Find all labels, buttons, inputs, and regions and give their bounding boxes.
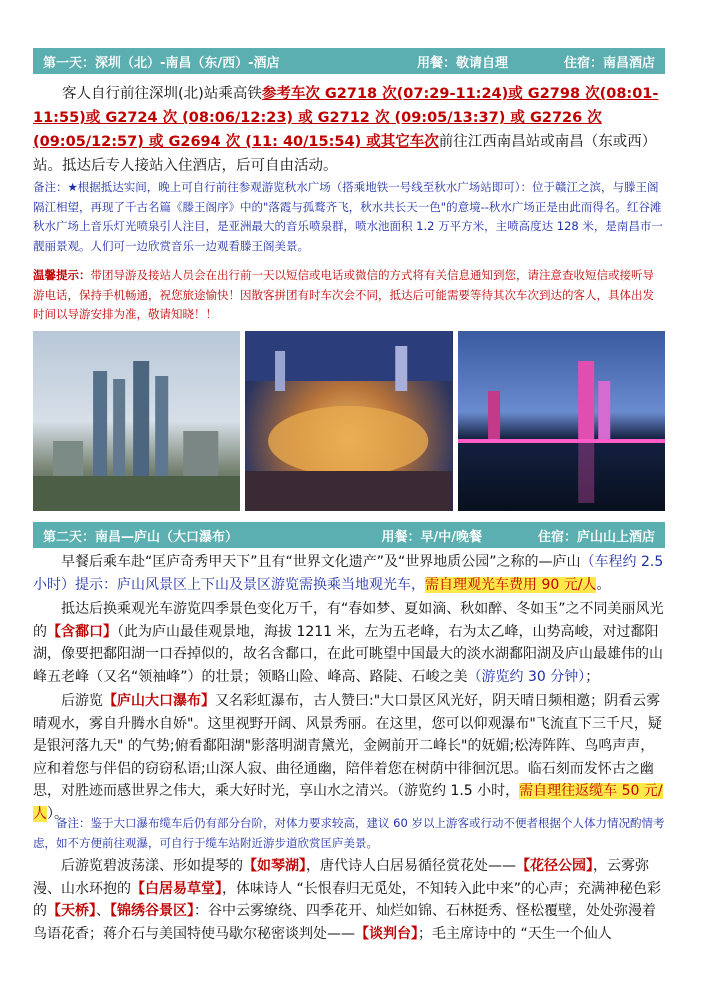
day1-note: 备注：★根据抵达实间，晚上可自行前往参观游览秋水广场（搭乘地铁一号线至秋水广场站即可）：位于赣江之滨，与滕王阁隔江相望，再现了千古名篇《滕王阁序》中的"落霞与孤鹜齐飞，秋水共长天一色"的意境--秋水广场正是由此而得名。红谷滩秋水广场上音乐灯光喷泉引人注目，是亚洲最大的音乐喷泉群，喷水池面积 1.2 万平方米，主喷高度达 128 米，是南昌市一靓丽景观。人们可一边欣赏音乐一边观看滕王阁美景。 <box>33 180 663 253</box>
day2-p4-text-a: 后游览碧波荡漾、形如提琴的 <box>61 858 243 874</box>
day2-p3-text-a: 后游览 <box>61 693 103 709</box>
day1-p1-text-b: 前往江西南昌站或南昌（东或西）站。抵达后专人接站入住酒店，后可自由活动。 <box>33 134 657 174</box>
day2-p4-text-g: ；毛主席诗中的 “天生一个仙人 <box>418 925 612 942</box>
day1-meal: 用餐：敬请自理 <box>416 55 508 71</box>
day2-spot-tianqiao: 【天桥】 <box>47 903 96 919</box>
day1-p1-text-a: 客人自行前往深圳(北)站乘高铁 <box>62 86 262 102</box>
day2-p1-text: 早餐后乘车赴“匡庐奇秀甲天下”且有“世界文化遗产”及“世界地质公园”之称的—庐山 <box>61 554 581 570</box>
day2-spot-jinxiu-valley: 【锦绣谷景区】 <box>110 903 194 919</box>
day2-stay: 住宿：庐山山上酒店 <box>537 529 655 545</box>
day2-p4-text-c: ，云雾弥漫、山水环抱的 <box>33 858 649 897</box>
city-towers-photo <box>33 331 240 511</box>
day1-train-options: 参考车次 G2718 次(07:29-11:24)或 G2798 次(08:01-11:55)或 G2724 次 (08:06/12:23) 或 G2712 次 (09:05/13:37) 或 G2726 次 (09:05/12:57) 或 G2694 次 (11: 40/15:54) 或其它车次 <box>33 86 659 150</box>
day2-p2-text-b: （此为庐山最佳观景地，海拔 1211 米，左为五老峰，右为太乙峰，山势高峻，对过鄱阳湖，像要把鄱阳湖一口吞掉似的，故名含鄱口，在此可眺望中国最大的淡水湖鄱阳湖及庐山最雄伟的山峰五老峰（又名“领袖峰”）的壮景；领略山险、峰高、路陡、石峻之美 <box>33 623 663 685</box>
day2-paragraph-2 <box>33 598 665 688</box>
day1-paragraph <box>33 82 665 178</box>
day2-p3-text-c: ）。 <box>47 805 68 822</box>
day2-spot-huajing-park: 【花径公园】 <box>516 858 593 874</box>
day2-p4-text-b: ，唐代诗人白居易循径赏花处—— <box>306 858 516 874</box>
day1-tip-text: 带团导游及接站人员会在出行前一天以短信或电话或微信的方式将有关信息通知到您，请注意查收短信或接听导游电话，保持手机畅通，祝您旅途愉快！因散客拼团有时车次会不同，抵达后可能需要等待其次车次到达的客人，具体出发时间以导游安排为准，敬请知晓！！ <box>33 268 654 321</box>
photo-strip <box>33 331 665 511</box>
day2-cable-car-fee: 需自理往返缆车 50 元/人 <box>33 783 663 822</box>
day2-paragraph-3 <box>33 690 665 825</box>
day2-note: 备注：鉴于大口瀑布缆车后仍有部分台阶，对体力要求较高，建议 60 岁以上游客或行动不便者根据个人体力情况酌情考虑，如不方便前往观瀑，可自行于缆车站附近游步道欣赏匡庐美景。 <box>33 816 665 850</box>
day2-spot-tanpantai: 【谈判台】 <box>355 925 418 942</box>
day2-spot-baijuyi-cottage: 【白居易草堂】 <box>131 880 222 897</box>
day2-header-bar <box>33 522 665 548</box>
day2-p4-text-d: ，体味诗人 “长恨春归无觅处，不知转入此中来”的心声；充满神秘色彩的 <box>33 880 661 919</box>
day2-p2-text-a: 抵达后换乘观光车游览四季景色变化万千，有“春如梦、夏如滴、秋如醉、冬如玉”之不同美丽风光的 <box>33 601 664 640</box>
day2-p3-text-b: 又名彩虹瀑布，古人赞曰:"大口景区风光好，阴天晴日频相邀；阴看云雾晴观水，雾自升腾水自娇"。这里视野开阔、风景秀丽。在这里，您可以仰观瀑布"飞流直下三千尺，疑是银河落九天" 的气势;俯看鄱阳湖"影落明湖青黛光，金阙前开二峰长"的妩媚;松涛阵阵、鸟鸣声声，应和着您与伴侣的窃窃私语;山深人寂、曲径通幽，陪伴着您在树荫中徘徊沉思。临石刻而发怀古之幽思，对胜迹而感世界之伟大，乘大好时光，享山水之清兴。（游览约 1.5 小时， <box>33 693 662 799</box>
day2-p4-text-f: ：谷中云雾缭绕、四季花开、灿烂如锦、石林挺秀、怪松覆壁，处处弥漫着鸟语花香；蒋介石与美国特使马歇尔秘密谈判处—— <box>33 903 656 942</box>
day2-paragraph-1 <box>33 551 665 596</box>
day2-p1-end: 。 <box>596 576 611 593</box>
day2-spot-dakou-waterfall: 【庐山大口瀑布】 <box>103 693 215 709</box>
day2-p4-text-e: 、 <box>96 903 110 919</box>
riverside-night-skyline-photo <box>458 331 665 511</box>
night-old-town-photo <box>245 331 452 511</box>
day2-spot-ruqin-lake: 【如琴湖】 <box>243 858 306 874</box>
day2-meal: 用餐：早/中/晚餐 <box>381 529 482 545</box>
day1-tip <box>33 266 665 325</box>
day1-stay: 住宿：南昌酒店 <box>563 55 655 71</box>
day2-shuttle-fee: 需自理观光车费用 90 元/人 <box>425 576 597 593</box>
day1-tip-label: 温馨提示： <box>33 268 91 282</box>
day2-p1-drive-note: （车程约 2.5 小时）提示：庐山风景区上下山及景区游览需换乘当地观光车， <box>33 554 664 593</box>
day2-spot-hanpokou: 【含鄱口】 <box>47 623 117 640</box>
day2-p2-duration: （游览约 30 分钟） <box>467 668 586 685</box>
day2-title: 第二天：南昌—庐山（大口瀑布） <box>43 529 239 545</box>
day2-p2-text-c: ； <box>585 668 600 685</box>
day1-header-bar <box>33 48 665 74</box>
day1-title: 第一天：深圳（北）-南昌（东/西）-酒店 <box>43 55 280 71</box>
day2-paragraph-4 <box>33 855 665 945</box>
